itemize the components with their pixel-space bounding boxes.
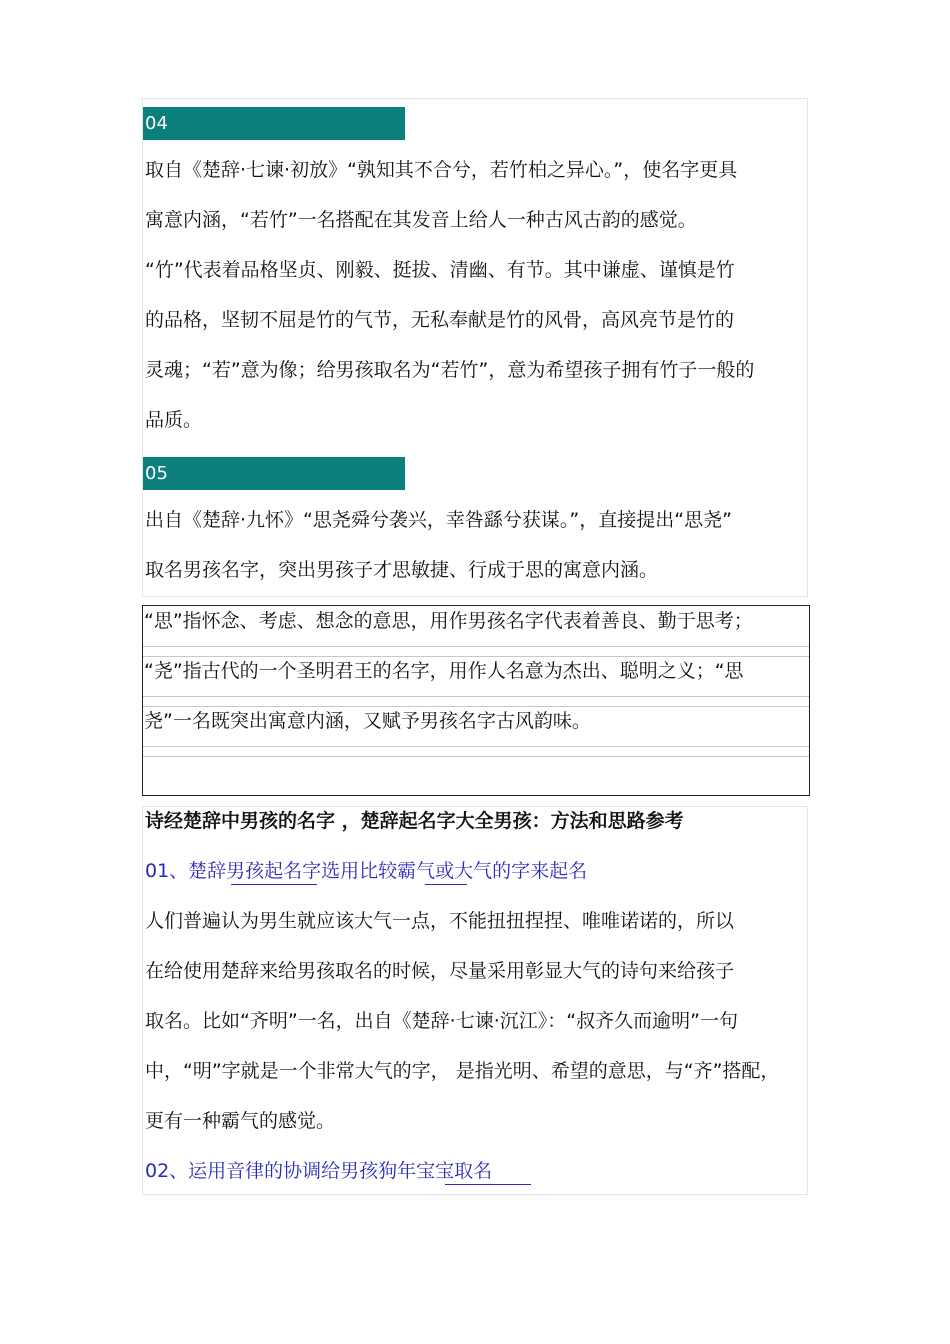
link-underline <box>425 884 467 885</box>
row-divider <box>143 656 809 657</box>
boxed-line: “尧”指古代的一个圣明君王的名字，用作人名意为杰出、聪明之义；“思 <box>144 660 744 682</box>
paragraph-line: 取名男孩名字，突出男孩子才思敏捷、行成于思的寓意内涵。 <box>145 559 659 581</box>
subheading-link-01[interactable]: 01、楚辞男孩起名字选用比较霸气或大气的字来起名 <box>145 860 588 882</box>
paragraph-line: 人们普遍认为男生就应该大气一点，不能扭扭捏捏、唯唯诺诺的，所以 <box>145 910 735 932</box>
link-underline <box>445 1184 531 1185</box>
paragraph-line: 品质。 <box>145 409 203 431</box>
boxed-text-block <box>142 605 810 796</box>
row-divider <box>143 756 809 757</box>
link-underline <box>231 884 317 885</box>
section-heading: 诗经楚辞中男孩的名字 ，楚辞起名字大全男孩：方法和思路参考 <box>145 810 684 832</box>
paragraph-line: 更有一种霸气的感觉。 <box>145 1110 336 1132</box>
boxed-line: “思”指怀念、考虑、想念的意思，用作男孩名字代表着善良、勤于思考； <box>144 610 753 632</box>
paragraph-line: 的品格，坚韧不屈是竹的气节，无私奉献是竹的风骨，高风亮节是竹的 <box>145 309 735 331</box>
row-divider <box>143 646 809 647</box>
row-divider <box>143 696 809 697</box>
method-section <box>142 806 808 1195</box>
row-divider <box>143 706 809 707</box>
section-number-bar: 04 <box>143 107 405 140</box>
paragraph-line: 取自《楚辞·七谏·初放》“孰知其不合兮，若竹柏之异心。”，使名字更具 <box>145 159 738 181</box>
paragraph-line: 中，“明”字就是一个非常大气的字， 是指光明、希望的意思，与“齐”搭配， <box>145 1060 780 1082</box>
paragraph-line: “竹”代表着品格坚贞、刚毅、挺拔、清幽、有节。其中谦虚、谨慎是竹 <box>145 259 735 281</box>
paragraph-line: 在给使用楚辞来给男孩取名的时候，尽量采用彰显大气的诗句来给孩子 <box>145 960 735 982</box>
section-number-bar: 05 <box>143 457 405 490</box>
paragraph-line: 灵魂；“若”意为像；给男孩取名为“若竹”，意为希望孩子拥有竹子一般的 <box>145 359 755 381</box>
paragraph-line: 寓意内涵，“若竹”一名搭配在其发音上给人一种古风古韵的感觉。 <box>145 209 697 231</box>
paragraph-line: 出自《楚辞·九怀》“思尧舜兮袭兴，幸咎繇兮获谋。”，直接提出“思尧” <box>145 509 732 531</box>
paragraph-line: 取名。比如“齐明”一名，出自《楚辞·七谏·沉江》：“叔齐久而逾明”一句 <box>145 1010 738 1032</box>
row-divider <box>143 746 809 747</box>
section-block-1 <box>142 98 808 597</box>
boxed-line: 尧”一名既突出寓意内涵，又赋予男孩名字古风韵味。 <box>144 710 591 732</box>
subheading-link-02[interactable]: 02、运用音律的协调给男孩狗年宝宝取名 <box>145 1160 493 1182</box>
